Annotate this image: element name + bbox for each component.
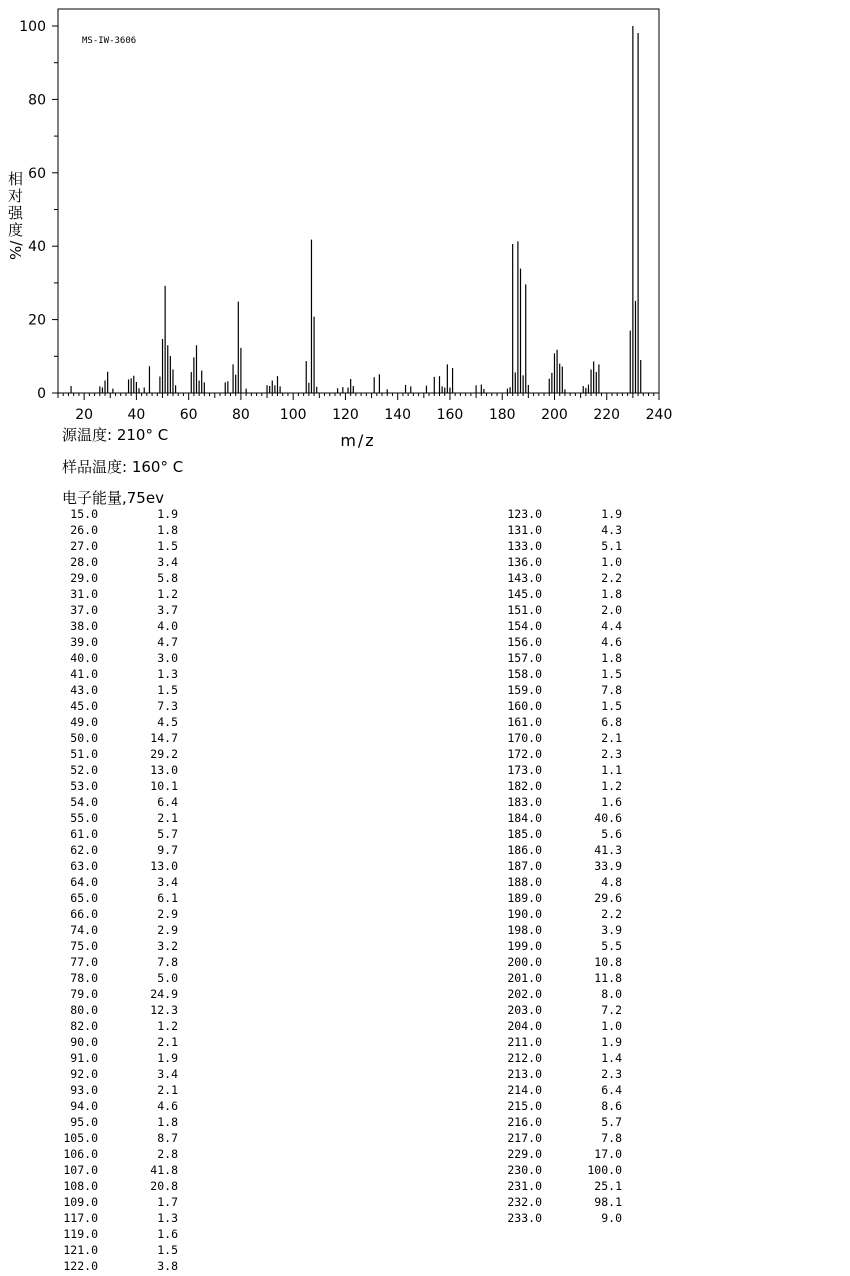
x-tick-label: 80 (231, 407, 250, 423)
mz-value: 154.0 (507, 619, 542, 633)
intensity-value: 1.5 (157, 683, 178, 697)
intensity-value: 8.6 (601, 1099, 622, 1113)
intensity-value: 98.1 (594, 1195, 622, 1209)
intensity-value: 2.9 (157, 907, 178, 921)
intensity-value: 1.8 (601, 651, 622, 665)
intensity-value: 3.2 (157, 939, 178, 953)
mz-value: 173.0 (507, 763, 542, 777)
intensity-value: 1.5 (157, 539, 178, 553)
intensity-value: 1.6 (157, 1227, 178, 1241)
mz-value: 123.0 (507, 507, 542, 521)
intensity-value: 1.3 (157, 1211, 178, 1225)
mz-value: 203.0 (507, 1003, 542, 1017)
intensity-value: 1.0 (601, 1019, 622, 1033)
mz-value: 108.0 (63, 1179, 98, 1193)
mz-value: 94.0 (70, 1099, 98, 1113)
intensity-value: 13.0 (150, 763, 178, 777)
intensity-value: 10.1 (150, 779, 178, 793)
mz-value: 105.0 (63, 1131, 98, 1145)
intensity-value: 4.8 (601, 875, 622, 889)
intensity-value: 5.5 (601, 939, 622, 953)
svg-text:强: 强 (8, 204, 24, 222)
mz-value: 75.0 (70, 939, 98, 953)
electron-energy: 电子能量,75ev (62, 489, 164, 507)
mz-value: 186.0 (507, 843, 542, 857)
mz-value: 90.0 (70, 1035, 98, 1049)
mz-value: 106.0 (63, 1147, 98, 1161)
mz-value: 170.0 (507, 731, 542, 745)
mz-value: 27.0 (70, 539, 98, 553)
intensity-value: 2.3 (601, 747, 622, 761)
x-tick-label: 100 (279, 407, 307, 423)
mz-value: 156.0 (507, 635, 542, 649)
intensity-value: 2.2 (601, 571, 622, 585)
intensity-value: 3.0 (157, 651, 178, 665)
mz-value: 54.0 (70, 795, 98, 809)
intensity-value: 5.6 (601, 827, 622, 841)
mz-value: 40.0 (70, 651, 98, 665)
intensity-value: 2.2 (601, 907, 622, 921)
y-axis-label (7, 170, 25, 260)
mz-value: 95.0 (70, 1115, 98, 1129)
intensity-value: 3.7 (157, 603, 178, 617)
intensity-value: 13.0 (150, 859, 178, 873)
x-tick-label: 220 (593, 407, 621, 423)
mz-value: 50.0 (70, 731, 98, 745)
mz-value: 217.0 (507, 1131, 542, 1145)
svg-text:%/: %/ (7, 240, 25, 260)
mz-value: 117.0 (63, 1211, 98, 1225)
x-axis-label: m/z (340, 431, 376, 450)
x-tick-label: 180 (488, 407, 516, 423)
svg-text:对: 对 (8, 187, 24, 205)
mass-spectrum-chart (0, 0, 850, 455)
intensity-value: 1.8 (157, 1115, 178, 1129)
intensity-value: 2.1 (157, 1083, 178, 1097)
mz-value: 199.0 (507, 939, 542, 953)
mz-value: 211.0 (507, 1035, 542, 1049)
intensity-value: 1.5 (601, 667, 622, 681)
mz-value: 91.0 (70, 1051, 98, 1065)
mz-value: 215.0 (507, 1099, 542, 1113)
spectrum-id-label: MS-IW-3606 (82, 36, 137, 46)
intensity-value: 6.8 (601, 715, 622, 729)
mz-value: 119.0 (63, 1227, 98, 1241)
intensity-value: 3.4 (157, 1067, 178, 1081)
intensity-value: 1.9 (157, 1051, 178, 1065)
mz-value: 190.0 (507, 907, 542, 921)
mz-value: 121.0 (63, 1243, 98, 1257)
intensity-value: 7.3 (157, 699, 178, 713)
mz-value: 214.0 (507, 1083, 542, 1097)
mz-value: 77.0 (70, 955, 98, 969)
plot-frame (58, 9, 659, 393)
intensity-value: 4.7 (157, 635, 178, 649)
x-tick-label: 140 (384, 407, 412, 423)
intensity-value: 1.9 (601, 507, 622, 521)
intensity-value: 1.8 (601, 587, 622, 601)
mz-value: 31.0 (70, 587, 98, 601)
intensity-value: 41.3 (594, 843, 622, 857)
mz-value: 157.0 (507, 651, 542, 665)
intensity-value: 4.6 (601, 635, 622, 649)
mz-value: 232.0 (507, 1195, 542, 1209)
intensity-value: 10.8 (594, 955, 622, 969)
mz-value: 184.0 (507, 811, 542, 825)
intensity-value: 29.6 (594, 891, 622, 905)
intensity-value: 6.1 (157, 891, 178, 905)
intensity-value: 2.1 (157, 1035, 178, 1049)
sample-temperature: 样品温度: 160° C (62, 458, 184, 476)
mz-value: 55.0 (70, 811, 98, 825)
mz-value: 151.0 (507, 603, 542, 617)
x-tick-label: 20 (75, 407, 94, 423)
mz-value: 26.0 (70, 523, 98, 537)
mz-value: 15.0 (70, 507, 98, 521)
mz-value: 216.0 (507, 1115, 542, 1129)
mz-value: 53.0 (70, 779, 98, 793)
mz-value: 172.0 (507, 747, 542, 761)
intensity-value: 40.6 (594, 811, 622, 825)
intensity-value: 6.4 (157, 795, 178, 809)
intensity-value: 20.8 (150, 1179, 178, 1193)
mz-value: 143.0 (507, 571, 542, 585)
mz-value: 64.0 (70, 875, 98, 889)
y-tick-label: 40 (28, 239, 46, 256)
intensity-value: 12.3 (150, 1003, 178, 1017)
mz-value: 29.0 (70, 571, 98, 585)
mz-value: 212.0 (507, 1051, 542, 1065)
intensity-value: 7.8 (157, 955, 178, 969)
intensity-value: 5.7 (157, 827, 178, 841)
intensity-value: 9.0 (601, 1211, 622, 1225)
mz-value: 189.0 (507, 891, 542, 905)
intensity-value: 9.7 (157, 843, 178, 857)
intensity-value: 7.8 (601, 1131, 622, 1145)
intensity-value: 1.2 (157, 587, 178, 601)
mz-value: 37.0 (70, 603, 98, 617)
y-tick-label: 20 (28, 312, 46, 329)
mz-value: 161.0 (507, 715, 542, 729)
mz-value: 158.0 (507, 667, 542, 681)
intensity-value: 8.0 (601, 987, 622, 1001)
x-axis-ticks (58, 393, 672, 423)
mz-value: 63.0 (70, 859, 98, 873)
mz-value: 131.0 (507, 523, 542, 537)
mz-value: 51.0 (70, 747, 98, 761)
mz-value: 185.0 (507, 827, 542, 841)
intensity-value: 4.6 (157, 1099, 178, 1113)
mz-value: 122.0 (63, 1259, 98, 1273)
mz-value: 45.0 (70, 699, 98, 713)
intensity-value: 8.7 (157, 1131, 178, 1145)
intensity-value: 33.9 (594, 859, 622, 873)
intensity-value: 14.7 (150, 731, 178, 745)
mz-value: 183.0 (507, 795, 542, 809)
mz-value: 213.0 (507, 1067, 542, 1081)
mz-value: 43.0 (70, 683, 98, 697)
mz-value: 136.0 (507, 555, 542, 569)
mz-value: 201.0 (507, 971, 542, 985)
intensity-value: 1.0 (601, 555, 622, 569)
mz-value: 38.0 (70, 619, 98, 633)
intensity-value: 3.9 (601, 923, 622, 937)
y-tick-label: 0 (37, 386, 46, 402)
intensity-value: 3.4 (157, 875, 178, 889)
intensity-value: 2.3 (601, 1067, 622, 1081)
intensity-value: 29.2 (150, 747, 178, 761)
mz-value: 188.0 (507, 875, 542, 889)
x-tick-label: 120 (332, 407, 359, 423)
intensity-value: 1.7 (157, 1195, 178, 1209)
intensity-value: 2.0 (601, 603, 622, 617)
svg-text:度: 度 (8, 221, 24, 239)
intensity-value: 1.4 (601, 1051, 622, 1065)
mz-value: 133.0 (507, 539, 542, 553)
mz-value: 160.0 (507, 699, 542, 713)
intensity-value: 3.4 (157, 555, 178, 569)
intensity-value: 5.0 (157, 971, 178, 985)
mz-value: 52.0 (70, 763, 98, 777)
spectrum-peaks (71, 26, 641, 393)
mz-value: 61.0 (70, 827, 98, 841)
x-tick-label: 240 (645, 407, 673, 423)
x-tick-label: 160 (436, 407, 464, 423)
intensity-value: 4.4 (601, 619, 622, 633)
y-tick-label: 80 (28, 92, 46, 109)
intensity-value: 1.9 (601, 1035, 622, 1049)
mz-value: 80.0 (70, 1003, 98, 1017)
intensity-value: 17.0 (594, 1147, 622, 1161)
intensity-value: 1.2 (601, 779, 622, 793)
mz-value: 109.0 (63, 1195, 98, 1209)
intensity-value: 1.1 (601, 763, 622, 777)
intensity-value: 4.5 (157, 715, 178, 729)
intensity-value: 3.8 (157, 1259, 178, 1273)
intensity-value: 5.7 (601, 1115, 622, 1129)
mz-value: 41.0 (70, 667, 98, 681)
mz-value: 202.0 (507, 987, 542, 1001)
y-minor-ticks (54, 63, 58, 357)
mz-value: 200.0 (507, 955, 542, 969)
intensity-value: 7.2 (601, 1003, 622, 1017)
mz-value: 233.0 (507, 1211, 542, 1225)
mz-value: 82.0 (70, 1019, 98, 1033)
mz-value: 231.0 (507, 1179, 542, 1193)
mz-value: 66.0 (70, 907, 98, 921)
mz-value: 198.0 (507, 923, 542, 937)
mz-value: 229.0 (507, 1147, 542, 1161)
source-temperature: 源温度: 210° C (62, 426, 169, 444)
mz-value: 145.0 (507, 587, 542, 601)
x-tick-label: 40 (127, 407, 146, 423)
intensity-value: 100.0 (587, 1163, 622, 1177)
intensity-value: 5.8 (157, 571, 178, 585)
mz-value: 187.0 (507, 859, 542, 873)
mz-value: 39.0 (70, 635, 98, 649)
mz-value: 204.0 (507, 1019, 542, 1033)
x-tick-label: 60 (179, 407, 198, 423)
intensity-value: 4.3 (601, 523, 622, 537)
intensity-value: 1.5 (601, 699, 622, 713)
mz-value: 78.0 (70, 971, 98, 985)
intensity-value: 5.1 (601, 539, 622, 553)
intensity-value: 11.8 (594, 971, 622, 985)
mz-value: 28.0 (70, 555, 98, 569)
intensity-value: 1.9 (157, 507, 178, 521)
y-tick-label: 60 (28, 165, 46, 182)
intensity-value: 1.6 (601, 795, 622, 809)
mz-value: 92.0 (70, 1067, 98, 1081)
x-tick-label: 200 (541, 407, 568, 423)
mz-value: 65.0 (70, 891, 98, 905)
intensity-value: 7.8 (601, 683, 622, 697)
intensity-value: 1.3 (157, 667, 178, 681)
intensity-value: 25.1 (594, 1179, 622, 1193)
mz-value: 62.0 (70, 843, 98, 857)
intensity-value: 1.8 (157, 523, 178, 537)
y-axis-ticks (19, 19, 58, 402)
mz-value: 230.0 (507, 1163, 542, 1177)
mz-value: 159.0 (507, 683, 542, 697)
intensity-value: 24.9 (150, 987, 178, 1001)
intensity-value: 2.1 (157, 811, 178, 825)
mz-value: 49.0 (70, 715, 98, 729)
intensity-value: 41.8 (150, 1163, 178, 1177)
mz-value: 79.0 (70, 987, 98, 1001)
svg-text:相: 相 (8, 170, 24, 188)
intensity-value: 2.9 (157, 923, 178, 937)
intensity-value: 4.0 (157, 619, 178, 633)
intensity-value: 2.1 (601, 731, 622, 745)
intensity-value: 1.2 (157, 1019, 178, 1033)
mz-value: 182.0 (507, 779, 542, 793)
intensity-value: 2.8 (157, 1147, 178, 1161)
mz-value: 93.0 (70, 1083, 98, 1097)
y-tick-label: 100 (19, 19, 46, 35)
mz-value: 107.0 (63, 1163, 98, 1177)
intensity-value: 1.5 (157, 1243, 178, 1257)
intensity-value: 6.4 (601, 1083, 622, 1097)
mz-value: 74.0 (70, 923, 98, 937)
